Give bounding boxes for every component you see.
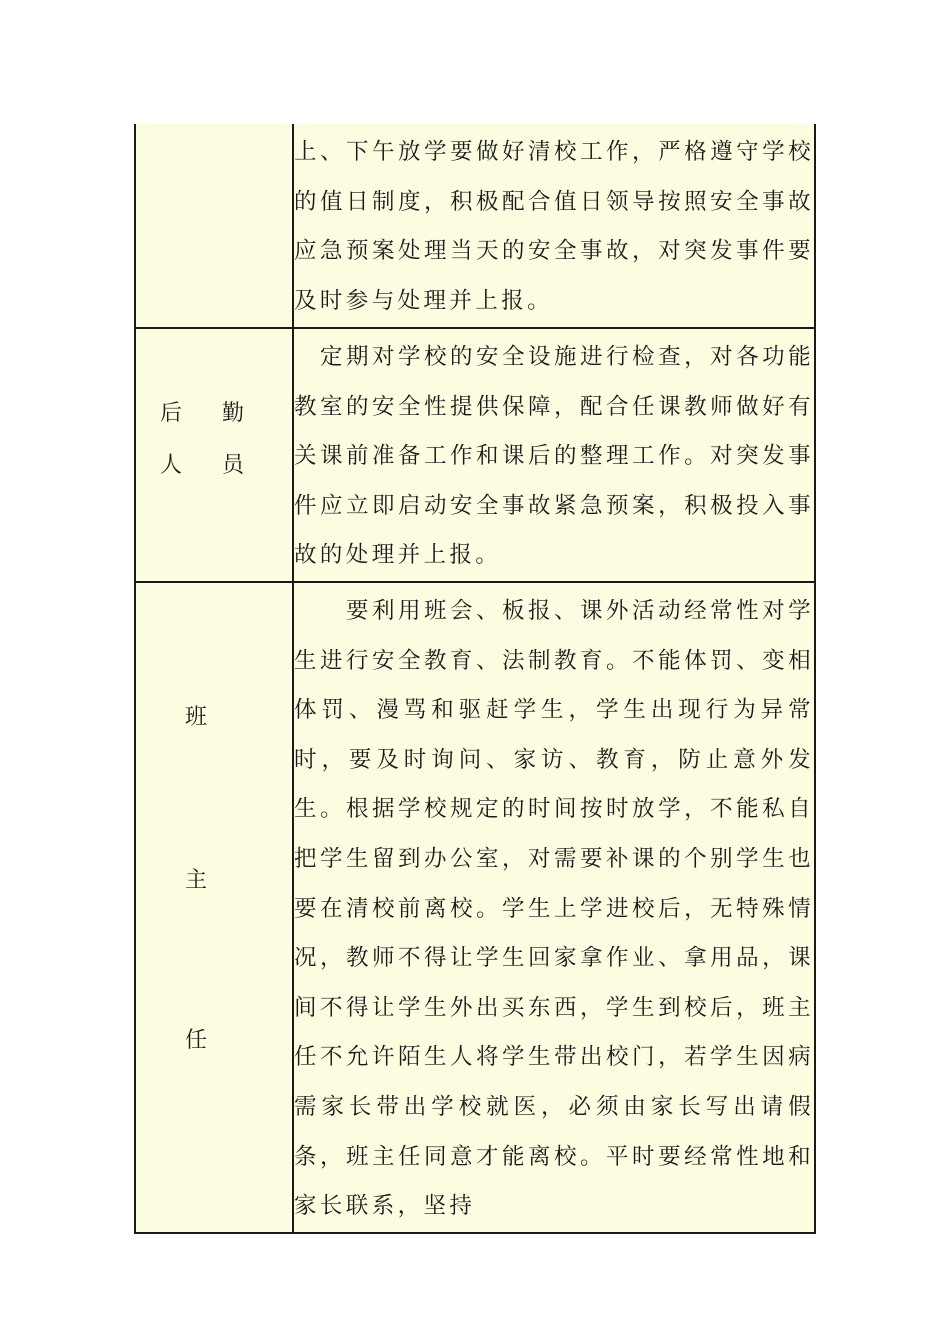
description-cell	[293, 124, 815, 328]
description-cell	[293, 328, 815, 582]
description-cell	[293, 582, 815, 1233]
table-row	[135, 328, 815, 582]
role-char: 后	[160, 401, 183, 426]
role-cell	[135, 124, 293, 328]
role-char: 勤	[222, 401, 245, 426]
description-text: 上、下午放学要做好清校工作，严格遵守学校的值日制度，积极配合值日领导按照安全事故应急预案处理当天的安全事故，对突发事件要及时参与处理并上报。	[294, 139, 814, 314]
table-row	[135, 582, 815, 1233]
role-cell-logistics	[135, 328, 293, 582]
responsibility-table	[134, 124, 816, 1234]
role-char: 任	[185, 1027, 208, 1053]
role-char: 人	[160, 453, 183, 478]
role-char: 班	[185, 704, 208, 730]
role-char: 员	[222, 453, 245, 478]
description-text: 定期对学校的安全设施进行检查，对各功能教室的安全性提供保障，配合任课教师做好有关课前准备工作和课后的整理工作。对突发事件应立即启动安全事故紧急预案，积极投入事故的处理并上报。	[294, 344, 814, 569]
table-row	[135, 124, 815, 328]
role-char: 主	[185, 867, 208, 893]
role-cell-head-teacher	[135, 582, 293, 1233]
description-text: 要利用班会、板报、课外活动经常性对学生进行安全教育、法制教育。不能体罚、变相体罚、漫骂和驱赶学生，学生出现行为异常时，要及时询问、家访、教育，防止意外发生。根据学校规定的时间按时放学，不能私自把学生留到办公室，对需要补课的个别学生也要在清校前离校。学生上学进校后，无特殊情况，教师不得让学生回家拿作业、拿用品，课间不得让学生外出买东西，学生到校后，班主任不允许陌生人将学生带出校门，若学生因病需家长带出学校就医，必须由家长写出请假条，班主任同意才能离校。平时要经常性地和家长联系，坚持	[294, 597, 814, 1220]
